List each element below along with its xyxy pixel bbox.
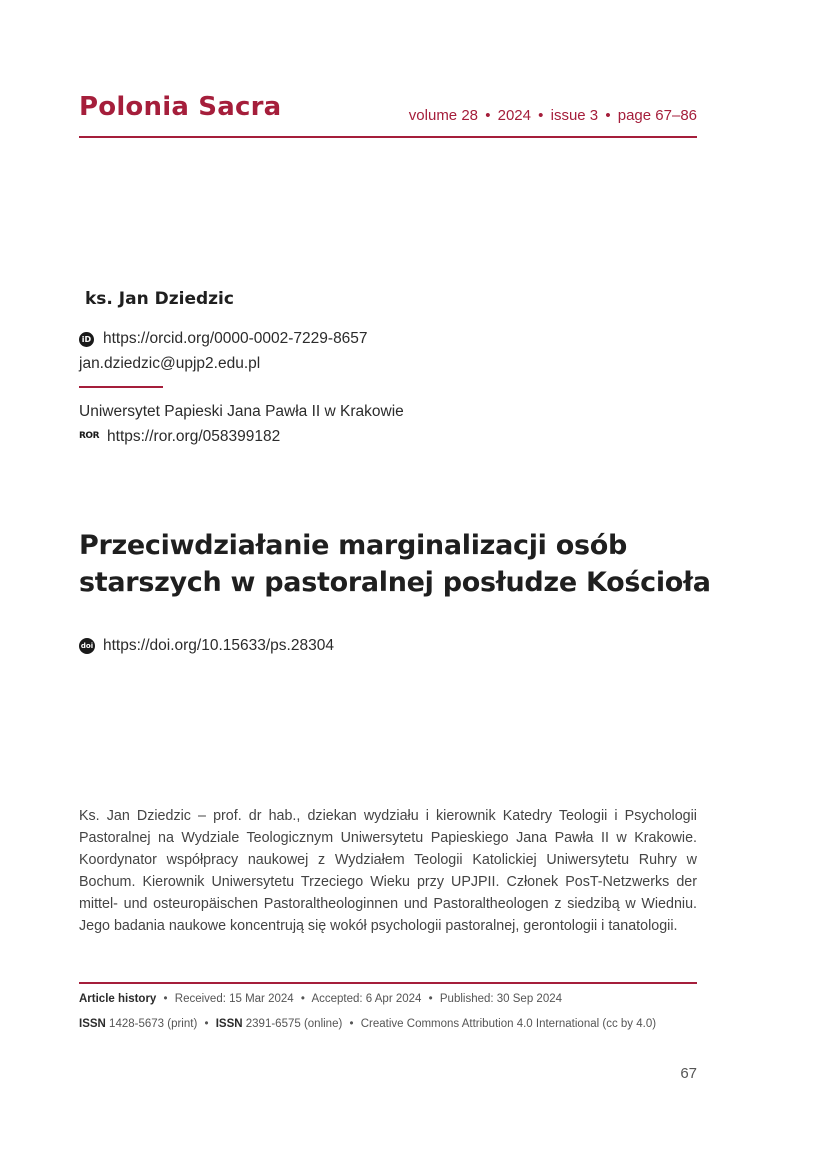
accepted-date: Accepted: 6 Apr 2024 <box>311 993 422 1005</box>
issn-label-print: ISSN <box>79 1018 106 1030</box>
journal-title: Polonia Sacra <box>79 92 282 122</box>
issn-label-online: ISSN <box>215 1018 243 1030</box>
history-label: Article history <box>79 993 157 1005</box>
issue: issue 3 <box>550 107 599 124</box>
ror-line <box>79 428 280 446</box>
orcid-line <box>79 330 368 348</box>
license[interactable]: Creative Commons Attribution 4.0 International (cc by 4.0) <box>360 1018 657 1030</box>
doi-line <box>79 637 334 655</box>
orcid-icon: iD <box>79 332 94 347</box>
author-bio: Ks. Jan Dziedzic – prof. dr hab., dziekan wydziału i kierownik Katedry Teologii i Psychologii Pastoralnej na Wydziale Teologicznym Uniwersytetu Papieskiego Jana Pawła II w Krakowie. Koordynator współpracy naukowej z Wydziałem Teologii Katolickiej Uniwersytetu Ruhry w Bochum. Kierownik Uniwersytetu Trzeciego Wieku przy UPJPII. Członek PosT-Netzwerks der mittel- und osteuropäischen Pastoraltheologinnen und Pastoraltheologen z siedzibą w Wiedniu. Jego badania naukowe koncentrują się wokół psychologii pastoralnej, gerontologii i tanatologii. <box>79 808 697 935</box>
article-history: Article history • Received: 15 Mar 2024 • Accepted: 6 Apr 2024 • Published: 30 Sep 2024 <box>79 993 563 1005</box>
volume: volume 28 <box>408 107 479 124</box>
issn-online: 2391-6575 (online) <box>245 1018 343 1030</box>
article-title-line-1: Przeciwdziałanie marginalizacji osób <box>79 530 628 561</box>
issue-info <box>409 107 697 124</box>
article-title <box>79 527 719 601</box>
header-rule <box>79 136 697 138</box>
author-email[interactable]: jan.dziedzic@upjp2.edu.pl <box>79 355 261 372</box>
year: 2024 <box>497 107 531 124</box>
issn-print: 1428-5673 (print) <box>109 1018 198 1030</box>
footer-rule <box>79 982 697 984</box>
affiliation: Uniwersytet Papieski Jana Pawła II w Krakowie <box>79 403 404 420</box>
separator: • <box>485 107 491 124</box>
author-divider <box>79 386 163 388</box>
email-line <box>79 355 260 373</box>
doi-icon: doi <box>79 638 95 654</box>
pages: page 67–86 <box>617 107 697 124</box>
ror-icon: ROR <box>79 431 100 441</box>
issn-line: ISSN 1428-5673 (print) • ISSN 2391-6575 (online) • Creative Commons Attribution 4.0 International (cc by 4.0) <box>79 1018 657 1030</box>
received-date: Received: 15 Mar 2024 <box>174 993 294 1005</box>
author-name: ks. Jan Dziedzic <box>85 289 234 309</box>
article-title-line-2: starszych w pastoralnej posłudze Kościoła <box>79 567 711 598</box>
ror-link[interactable]: https://ror.org/058399182 <box>107 428 281 445</box>
page-number: 67 <box>680 1065 697 1082</box>
separator: • <box>605 107 611 124</box>
separator: • <box>538 107 544 124</box>
affiliation-line <box>79 403 404 421</box>
orcid-link[interactable]: https://orcid.org/0000-0002-7229-8657 <box>103 330 368 347</box>
published-date: Published: 30 Sep 2024 <box>439 993 563 1005</box>
doi-link[interactable]: https://doi.org/10.15633/ps.28304 <box>103 637 334 654</box>
